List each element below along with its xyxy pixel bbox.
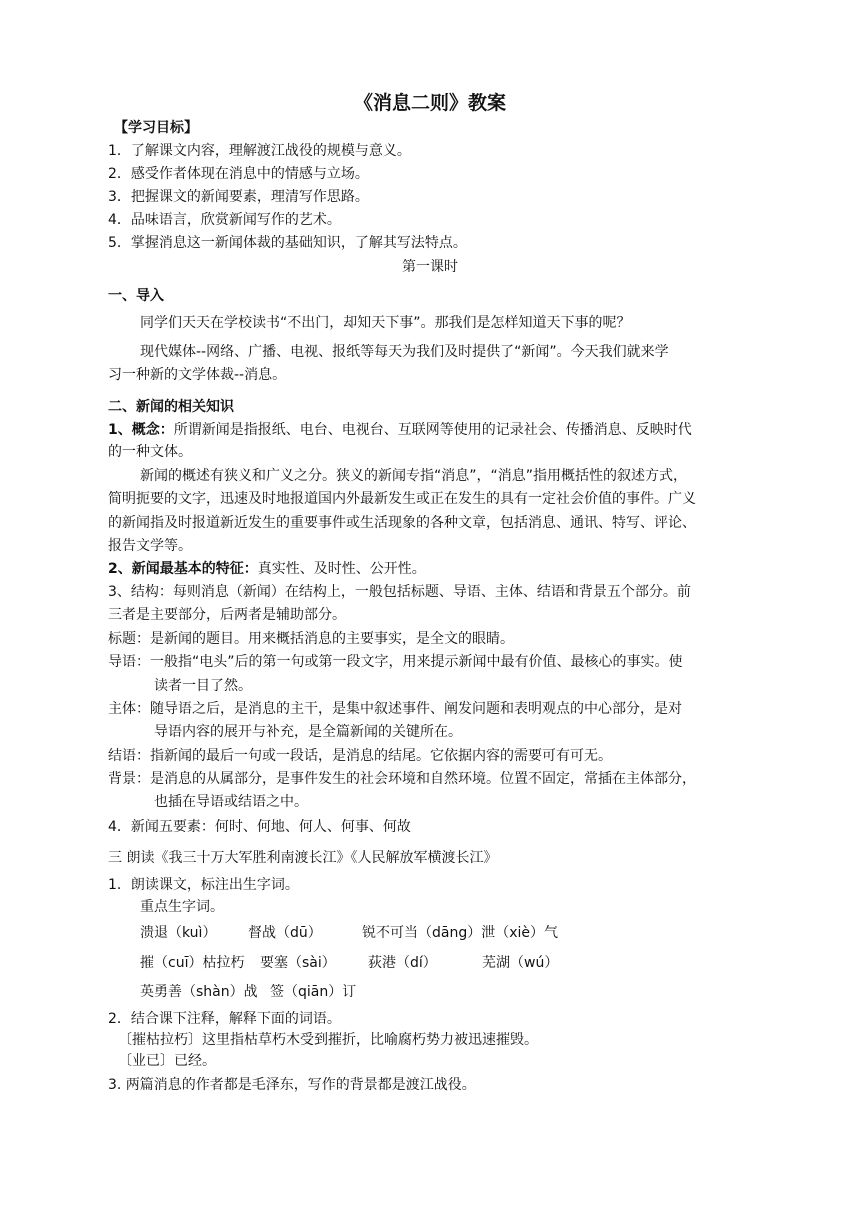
objective-item: 4．品味语言，欣赏新闻写作的艺术。	[108, 212, 341, 228]
reading-step-2: 2．结合课下注释，解释下面的词语。	[108, 1011, 341, 1027]
lesson-label: 第一课时	[402, 259, 458, 275]
word-note: 〔业已〕已经。	[118, 1053, 216, 1069]
knowledge-heading: 二、新闻的相关知识	[108, 399, 234, 415]
feature-text: 真实性、及时性、公开性。	[257, 561, 426, 577]
feature-label: 2、新闻最基本的特征：	[108, 561, 258, 577]
ending-definition: 结语：指新闻的最后一句或一段话，是消息的结尾。它依据内容的需要可有可无。	[108, 748, 612, 764]
background-definition-line-1: 背景：是消息的从属部分，是事件发生的社会环境和自然环境。位置不固定，常插在主体部分，	[108, 771, 696, 787]
feature-line	[108, 560, 426, 578]
five-elements: 4．新闻五要素：何时、何地、何人、何事、何故	[108, 819, 411, 835]
intro-paragraph-2-line-1: 现代媒体--网络、广播、电视、报纸等每天为我们及时提供了“新闻”。今天我们就来学	[140, 344, 669, 360]
body-definition-line-1: 主体：随导语之后，是消息的主干，是集中叙述事件、阐发问题和表明观点的中心部分，是对	[108, 701, 682, 717]
body-definition-line-2: 导语内容的展开与补充，是全篇新闻的关键所在。	[154, 724, 462, 740]
headline-definition: 标题：是新闻的题目。用来概括消息的主要事实，是全文的眼睛。	[108, 631, 514, 647]
concept-text: 所谓新闻是指报纸、电台、电视台、互联网等使用的记录社会、传播消息、反映时代	[173, 422, 692, 438]
page-title: 《消息二则》教案	[353, 92, 506, 114]
objectives-heading: 【学习目标】	[114, 120, 198, 136]
vocab-word: 锐不可当（dāng）泄（xiè）气	[362, 925, 559, 941]
objective-item: 1．了解课文内容，理解渡江战役的规模与意义。	[108, 143, 411, 159]
vocab-word: 督战（dū）	[248, 925, 322, 941]
intro-heading: 一、导入	[108, 288, 164, 304]
definition-line: 简明扼要的文字，迅速及时地报道国内外最新发生或正在发生的具有一定社会价值的事件。广义	[108, 491, 696, 507]
structure-line-1: 3、结构：每则消息（新闻）在结构上，一般包括标题、导语、主体、结语和背景五个部分。前	[108, 584, 691, 600]
lead-definition-line-2: 读者一目了然。	[154, 678, 252, 694]
vocab-word: 英勇善（shàn）战	[140, 984, 258, 1000]
reading-step-1: 1．朗读课文，标注出生字词。	[108, 877, 299, 893]
intro-paragraph-2-line-2: 习一种新的文学体裁--消息。	[108, 367, 287, 383]
vocab-row	[140, 983, 356, 1001]
definition-line: 的新闻指及时报道新近发生的重要事件或生活现象的各种文章，包括消息、通讯、特写、评论、	[108, 515, 696, 531]
concept-line-1	[108, 421, 692, 439]
vocab-word: 摧（cuī）枯拉朽	[140, 955, 245, 971]
reading-step-3: 3. 两篇消息的作者都是毛泽东，写作的背景都是渡江战役。	[108, 1077, 476, 1093]
vocab-word: 签（qiān）订	[270, 984, 357, 1000]
objective-item: 2．感受作者体现在消息中的情感与立场。	[108, 166, 369, 182]
definition-line: 新闻的概述有狭义和广义之分。狭义的新闻专指“消息”，“消息”指用概括性的叙述方式，	[140, 468, 688, 484]
structure-line-2: 三者是主要部分，后两者是辅助部分。	[108, 607, 346, 623]
objective-item: 3．把握课文的新闻要素，理清写作思路。	[108, 189, 369, 205]
definition-line: 报告文学等。	[108, 538, 192, 554]
vocab-row	[140, 924, 558, 942]
concept-label: 1、概念：	[108, 422, 174, 438]
vocab-title: 重点生字词。	[140, 899, 224, 915]
background-definition-line-2: 也插在导语或结语之中。	[154, 794, 308, 810]
intro-paragraph-1: 同学们天天在学校读书“不出门，却知天下事”。那我们是怎样知道天下事的呢？	[140, 315, 631, 331]
vocab-word: 溃退（kuì）	[140, 925, 217, 941]
reading-heading: 三 朗读《我三十万大军胜利南渡长江》《人民解放军横渡长江》	[108, 850, 498, 866]
vocab-row	[140, 954, 558, 972]
vocab-word: 要塞（sài）	[260, 955, 336, 971]
lead-definition-line-1: 导语：一般指“电头”后的第一句或第一段文字，用来提示新闻中最有价值、最核心的事实。使	[108, 654, 683, 670]
concept-line-2: 的一种文体。	[108, 444, 192, 460]
word-note: 〔摧枯拉朽〕这里指枯草朽木受到摧折，比喻腐朽势力被迅速摧毁。	[118, 1032, 538, 1048]
vocab-word: 芜湖（wú）	[482, 955, 559, 971]
objective-item: 5．掌握消息这一新闻体裁的基础知识，了解其写法特点。	[108, 235, 467, 251]
vocab-word: 荻港（dí）	[368, 955, 437, 971]
